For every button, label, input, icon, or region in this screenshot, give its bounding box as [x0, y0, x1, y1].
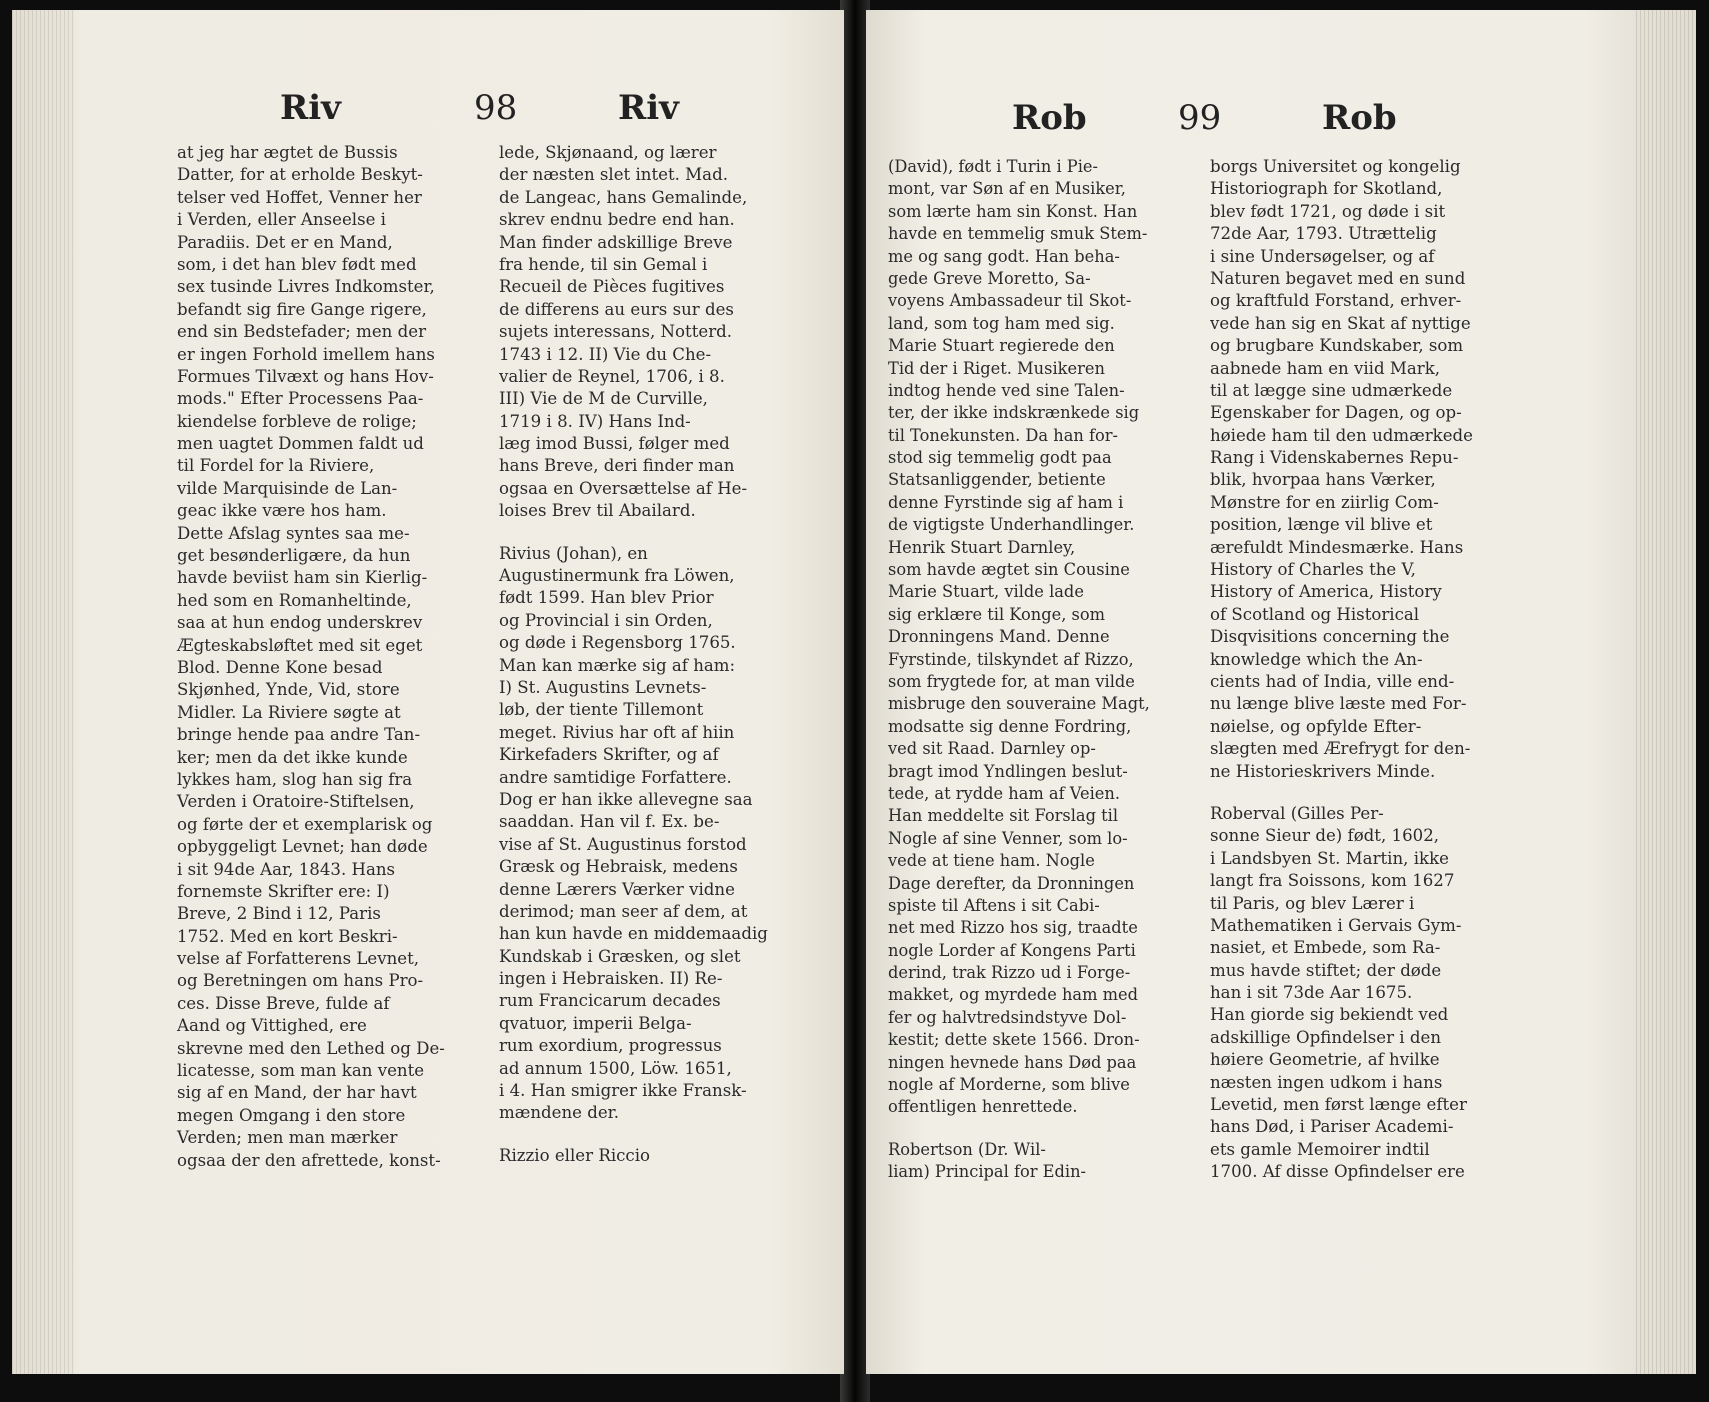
left-page	[12, 10, 844, 1374]
text-line: vede han sig en Skat af nyttige	[1210, 313, 1471, 333]
text-line: denne Fyrstinde sig af ham i	[888, 492, 1124, 512]
text-line: som havde ægtet sin Cousine	[888, 560, 1130, 580]
text-line: indtog hende ved sine Talen-	[888, 380, 1125, 400]
left-header-word-right: Riv	[618, 88, 679, 128]
text-line: I) St. Augustins Levnets-	[499, 677, 707, 697]
text-line: bringe hende paa andre Tan-	[177, 725, 421, 745]
text-line: ningen hevnede hans Død paa	[888, 1052, 1137, 1072]
text-line: skrev endnu bedre end han.	[499, 210, 735, 230]
text-line: hans Død, i Pariser Academi-	[1210, 1117, 1454, 1137]
text-line: rum Francicarum decades	[499, 991, 721, 1011]
text-line: født 1599. Han blev Prior	[499, 588, 714, 608]
text-line: loises Brev til Abailard.	[499, 501, 696, 521]
text-line: befandt sig fire Gange rigere,	[177, 299, 427, 319]
text-line: havde beviist ham sin Kierlig-	[177, 568, 428, 588]
text-line: 1700. Af disse Opfindelser ere	[1210, 1162, 1465, 1182]
text-line: makket, og myrdede ham med	[888, 985, 1139, 1005]
text-line: og Beretningen om hans Pro-	[177, 971, 424, 991]
text-line: Augustinermunk fra Löwen,	[499, 566, 735, 586]
text-line: meget. Rivius har oft af hiin	[499, 722, 735, 742]
text-line: (David), født i Turin i Pie-	[888, 157, 1098, 176]
text-line: gede Greve Moretto, Sa-	[888, 268, 1091, 288]
left-page-column-2	[499, 142, 768, 1167]
text-line: han kun havde en middemaadig	[499, 924, 768, 944]
text-line: me og sang godt. Han beha-	[888, 246, 1120, 266]
text-line: liam) Principal for Edin-	[888, 1162, 1087, 1182]
text-line: de differens au eurs sur des	[499, 299, 734, 319]
text-line: nogle af Morderne, som blive	[888, 1075, 1130, 1095]
right-header-word-right: Rob	[1322, 98, 1397, 138]
text-line: cients had of India, ville end-	[1210, 671, 1455, 691]
text-line: ved sit Raad. Darnley op-	[888, 739, 1096, 759]
text-line: hed som en Romanheltinde,	[177, 590, 412, 610]
right-header-word-left: Rob	[1012, 98, 1087, 138]
text-line: knowledge which the An-	[1210, 649, 1423, 669]
text-line: adskillige Opfindelser i den	[1210, 1027, 1442, 1047]
text-line: Nogle af sine Venner, som lo-	[888, 828, 1128, 848]
text-line: tede, at rydde ham af Veien.	[888, 783, 1121, 803]
text-line: Paradiis. Det er en Mand,	[177, 232, 393, 252]
text-line: History of Charles the V,	[1210, 560, 1416, 580]
text-line: net med Rizzo hos sig, traadte	[888, 918, 1138, 938]
text-line	[1210, 783, 1473, 803]
text-line: Marie Stuart, vilde lade	[888, 582, 1084, 602]
text-line: han i sit 73de Aar 1675.	[1210, 983, 1413, 1003]
text-line: Mønstre for en ziirlig Com-	[1210, 492, 1439, 512]
text-line: Rivius (Johan), en	[499, 543, 648, 563]
text-line: voyens Ambassadeur til Skot-	[888, 291, 1132, 311]
text-line: Levetid, men først længe efter	[1210, 1095, 1467, 1115]
right-page-header	[866, 88, 1696, 138]
text-line: Fyrstinde, tilskyndet af Rizzo,	[888, 649, 1134, 669]
text-line: andre samtidige Forfattere.	[499, 767, 732, 787]
text-line: blik, hvorpaa hans Værker,	[1210, 470, 1436, 490]
text-line: hans Breve, deri finder man	[499, 456, 735, 476]
text-line: History of America, History	[1210, 582, 1442, 602]
text-line: i 4. Han smigrer ikke Fransk-	[499, 1081, 747, 1101]
text-line: skrevne med den Lethed og De-	[177, 1038, 445, 1058]
text-line: Naturen begavet med en sund	[1210, 268, 1466, 288]
text-line: sig af en Mand, der har havt	[177, 1083, 417, 1103]
text-line: blev født 1721, og døde i sit	[1210, 201, 1446, 221]
text-line: 72de Aar, 1793. Utrættelig	[1210, 224, 1437, 244]
text-line: Egenskaber for Dagen, og op-	[1210, 403, 1462, 423]
left-page-column-1	[177, 142, 445, 1172]
text-line: havde en temmelig smuk Stem-	[888, 224, 1148, 244]
left-page-number: 98	[474, 88, 518, 128]
text-line: kestit; dette skete 1566. Dron-	[888, 1030, 1140, 1050]
text-line: spiste til Aftens i sit Cabi-	[888, 895, 1100, 915]
text-line: Statsanliggender, betiente	[888, 470, 1106, 490]
text-line: Dronningens Mand. Denne	[888, 627, 1110, 647]
text-line: lede, Skjønaand, og lærer	[499, 143, 717, 162]
text-line: qvatuor, imperii Belga-	[499, 1013, 692, 1033]
text-line: læg imod Bussi, følger med	[499, 434, 730, 454]
text-line: nasiet, et Embede, som Ra-	[1210, 938, 1441, 958]
text-line: og brugbare Kundskaber, som	[1210, 336, 1464, 356]
text-line: i sit 94de Aar, 1843. Hans	[177, 859, 396, 879]
text-line: Disqvisitions concerning the	[1210, 627, 1450, 647]
text-line: ne Historieskrivers Minde.	[1210, 761, 1436, 781]
text-line: Ægteskabsløftet med sit eget	[177, 635, 423, 655]
text-line: offentligen henrettede.	[888, 1097, 1078, 1117]
text-line: lykkes ham, slog han sig fra	[177, 769, 413, 789]
text-line: derind, trak Rizzo ud i Forge-	[888, 963, 1131, 983]
text-line: Henrik Stuart Darnley,	[888, 537, 1076, 557]
text-line: ter, der ikke indskrænkede sig	[888, 403, 1140, 423]
text-line: aabnede ham en viid Mark,	[1210, 358, 1441, 378]
text-line: slægten med Ærefrygt for den-	[1210, 739, 1471, 759]
text-line: 1743 i 12. II) Vie du Che-	[499, 344, 712, 364]
text-line: og førte der et exemplarisk og	[177, 814, 433, 834]
text-line: geac ikke være hos ham.	[177, 501, 387, 521]
text-line: III) Vie de M de Curville,	[499, 389, 708, 409]
text-line: ogsaa der den afrettede, konst-	[177, 1150, 441, 1170]
text-line: ker; men da det ikke kunde	[177, 747, 408, 767]
text-line: 1719 i 8. IV) Hans Ind-	[499, 411, 691, 431]
text-line: mont, var Søn af en Musiker,	[888, 179, 1126, 199]
text-line: Dette Afslag syntes saa me-	[177, 523, 410, 543]
text-line: bragt imod Yndlingen beslut-	[888, 761, 1128, 781]
text-line: Robertson (Dr. Wil-	[888, 1139, 1046, 1159]
text-line: i Verden, eller Anseelse i	[177, 210, 386, 230]
text-line: til Fordel for la Riviere,	[177, 456, 375, 476]
left-page-edges	[12, 10, 74, 1374]
text-line: land, som tog ham med sig.	[888, 313, 1115, 333]
text-line: Dage derefter, da Dronningen	[888, 873, 1135, 893]
text-line: end sin Bedstefader; men der	[177, 322, 426, 342]
text-line: telser ved Hoffet, Venner her	[177, 187, 422, 207]
text-line: megen Omgang i den store	[177, 1105, 406, 1125]
text-line: ad annum 1500, Löw. 1651,	[499, 1058, 732, 1078]
text-line: velse af Forfatterens Levnet,	[177, 949, 420, 969]
text-line: Skjønhed, Ynde, Vid, store	[177, 680, 400, 700]
text-line: Kundskab i Græsken, og slet	[499, 946, 741, 966]
text-line: rum exordium, progressus	[499, 1036, 722, 1056]
text-line: næsten ingen udkom i hans	[1210, 1072, 1443, 1092]
text-line: men uagtet Dommen faldt ud	[177, 434, 424, 454]
text-line: som frygtede for, at man vilde	[888, 671, 1135, 691]
text-line: nøielse, og opfylde Efter-	[1210, 716, 1422, 736]
text-line: Man finder adskillige Breve	[499, 232, 733, 252]
text-line: get besønderligære, da hun	[177, 546, 411, 566]
text-line: opbyggeligt Levnet; han døde	[177, 837, 428, 857]
text-line: licatesse, som man kan vente	[177, 1061, 425, 1081]
right-page-edges	[1636, 10, 1696, 1374]
text-line: stod sig temmelig godt paa	[888, 448, 1112, 468]
text-line: sex tusinde Livres Indkomster,	[177, 277, 435, 297]
text-line: at jeg har ægtet de Bussis	[177, 143, 398, 162]
text-line: Breve, 2 Bind i 12, Paris	[177, 904, 381, 924]
text-line	[888, 1119, 1156, 1139]
text-line: ærefuldt Mindesmærke. Hans	[1210, 537, 1464, 557]
text-line: mændene der.	[499, 1103, 620, 1123]
text-line: Blod. Denne Kone besad	[177, 657, 383, 677]
text-line: saa at hun endog underskrev	[177, 613, 423, 633]
text-line: Recueil de Pièces fugitives	[499, 277, 725, 297]
text-line: Rang i Videnskabernes Repu-	[1210, 448, 1459, 468]
text-line: ces. Disse Breve, fulde af	[177, 993, 390, 1013]
text-line: til at lægge sine udmærkede	[1210, 380, 1453, 400]
text-line: denne Lærers Værker vidne	[499, 879, 735, 899]
text-line: der næsten slet intet. Mad.	[499, 165, 728, 185]
text-line: modsatte sig denne Fordring,	[888, 716, 1132, 736]
text-line: Roberval (Gilles Per-	[1210, 803, 1384, 823]
text-line: i sine Undersøgelser, og af	[1210, 246, 1435, 266]
text-line: vilde Marquisinde de Lan-	[177, 478, 398, 498]
text-line: Man kan mærke sig af ham:	[499, 655, 736, 675]
text-line: sig erklære til Konge, som	[888, 604, 1106, 624]
right-page-column-2	[1210, 156, 1473, 1184]
text-line: kiendelse forbleve de rolige;	[177, 411, 417, 431]
text-line: Marie Stuart regierede den	[888, 336, 1115, 356]
text-line: saaddan. Han vil f. Ex. be-	[499, 812, 720, 832]
text-line: of Scotland og Historical	[1210, 604, 1420, 624]
text-line: som lærte ham sin Konst. Han	[888, 201, 1138, 221]
text-line: derimod; man seer af dem, at	[499, 901, 748, 921]
text-line: Rizzio eller Riccio	[499, 1145, 651, 1165]
text-line: og Provincial i sin Orden,	[499, 610, 713, 630]
text-line: nu længe blive læste med For-	[1210, 694, 1467, 714]
text-line: Verden i Oratoire-Stiftelsen,	[177, 792, 415, 812]
text-line: Datter, for at erholde Beskyt-	[177, 165, 423, 185]
text-line: høiere Geometrie, af hvilke	[1210, 1050, 1440, 1070]
text-line: Aand og Vittighed, ere	[177, 1016, 367, 1036]
text-line: fer og halvtredsindstyve Dol-	[888, 1007, 1127, 1027]
text-line: Han meddelte sit Forslag til	[888, 806, 1119, 826]
text-line: Græsk og Hebraisk, medens	[499, 857, 738, 877]
text-line: langt fra Soissons, kom 1627	[1210, 871, 1455, 891]
text-line: og kraftfuld Forstand, erhver-	[1210, 291, 1462, 311]
text-line: til Tonekunsten. Da han for-	[888, 425, 1119, 445]
text-line: ingen i Hebraisken. II) Re-	[499, 969, 723, 989]
text-line: i Landsbyen St. Martin, ikke	[1210, 848, 1449, 868]
text-line: fornemste Skrifter ere: I)	[177, 881, 390, 901]
text-line: sujets interessans, Notterd.	[499, 322, 733, 342]
text-line: de vigtigste Underhandlinger.	[888, 515, 1135, 535]
text-line: løb, der tiente Tillemont	[499, 700, 704, 720]
text-line: sonne Sieur de) født, 1602,	[1210, 826, 1440, 846]
right-page-column-1	[888, 156, 1156, 1184]
text-line	[499, 523, 768, 543]
text-line: de Langeac, hans Gemalinde,	[499, 187, 748, 207]
text-line: 1752. Med en kort Beskri-	[177, 926, 398, 946]
text-line: Dog er han ikke allevegne saa	[499, 789, 753, 809]
text-line: som, i det han blev født med	[177, 254, 417, 274]
text-line: vede at tiene ham. Nogle	[888, 851, 1095, 871]
left-header-word-left: Riv	[280, 88, 341, 128]
text-line	[499, 1125, 768, 1145]
text-line: er ingen Forhold imellem hans	[177, 344, 435, 364]
text-line: vise af St. Augustinus forstod	[499, 834, 747, 854]
text-line: ogsaa en Oversættelse af He-	[499, 478, 748, 498]
text-line: position, længe vil blive et	[1210, 515, 1433, 535]
right-page-number: 99	[1178, 98, 1222, 138]
text-line: Formues Tilvæxt og hans Hov-	[177, 366, 434, 386]
text-line: høiede ham til den udmærkede	[1210, 425, 1473, 445]
text-line: borgs Universitet og kongelig	[1210, 157, 1461, 176]
text-line: misbruge den souveraine Magt,	[888, 694, 1150, 714]
text-line: ets gamle Memoirer indtil	[1210, 1139, 1430, 1159]
right-page	[866, 10, 1696, 1374]
text-line: nogle Lorder af Kongens Parti	[888, 940, 1136, 960]
text-line: mods." Efter Processens Paa-	[177, 389, 424, 409]
text-line: Verden; men man mærker	[177, 1128, 398, 1148]
text-line: valier de Reynel, 1706, i 8.	[499, 366, 725, 386]
text-line: Mathematiken i Gervais Gym-	[1210, 915, 1462, 935]
text-line: Midler. La Riviere søgte at	[177, 702, 401, 722]
text-line: til Paris, og blev Lærer i	[1210, 893, 1415, 913]
text-line: Tid der i Riget. Musikeren	[888, 358, 1105, 378]
left-page-header	[12, 88, 844, 138]
text-line: Historiograph for Skotland,	[1210, 179, 1443, 199]
text-line: fra hende, til sin Gemal i	[499, 254, 708, 274]
text-line: Han giorde sig bekiendt ved	[1210, 1005, 1449, 1025]
text-line: mus havde stiftet; der døde	[1210, 960, 1442, 980]
text-line: og døde i Regensborg 1765.	[499, 633, 736, 653]
text-line: Kirkefaders Skrifter, og af	[499, 745, 719, 765]
